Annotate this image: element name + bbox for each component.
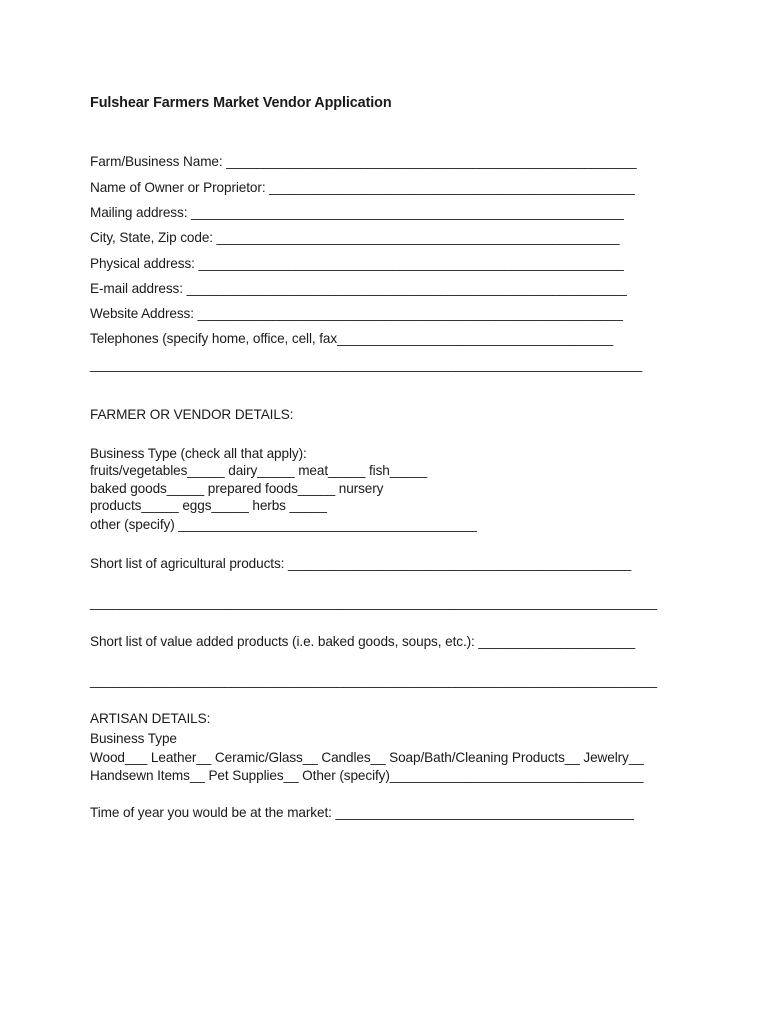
time-of-year-field[interactable]: Time of year you would be at the market: ________________________________________ [90, 805, 634, 820]
telephones-continuation-line[interactable]: __________________________________________________________________________ [90, 357, 643, 372]
value-added-products-field[interactable]: Short list of value added products (i.e. baked goods, soups, etc.): _____________________ [90, 634, 636, 649]
farmer-other-specify-field[interactable]: other (specify) ________________________________________ [90, 517, 477, 532]
farmer-options-line-2[interactable]: baked goods_____ prepared foods_____ nursery [90, 481, 384, 496]
artisan-options-line-2[interactable]: Handsewn Items__ Pet Supplies__ Other (specify)__________________________________ [90, 768, 644, 783]
artisan-heading: ARTISAN DETAILS: [90, 711, 211, 726]
artisan-options-line-1[interactable]: Wood___ Leather__ Ceramic/Glass__ Candles__ Soap/Bath/Cleaning Products__ Jewelry__ [90, 750, 644, 765]
mailing-address-field[interactable]: Mailing address: __________________________________________________________ [90, 205, 624, 220]
farmer-options-line-3[interactable]: products_____ eggs_____ herbs _____ [90, 498, 327, 513]
email-address-field[interactable]: E-mail address: ___________________________________________________________ [90, 281, 627, 296]
page-title: Fulshear Farmers Market Vendor Application [90, 95, 392, 111]
website-address-field[interactable]: Website Address: _________________________________________________________ [90, 306, 623, 321]
owner-name-field[interactable]: Name of Owner or Proprietor: _________________________________________________ [90, 180, 635, 195]
physical-address-field[interactable]: Physical address: _________________________________________________________ [90, 256, 624, 271]
farm-business-name-field[interactable]: Farm/Business Name: _______________________________________________________ [90, 154, 637, 169]
farmer-vendor-heading: FARMER OR VENDOR DETAILS: [90, 407, 294, 422]
value-added-products-continuation-line[interactable]: ____________________________________________________________________________ [90, 673, 657, 688]
farmer-options-line-1[interactable]: fruits/vegetables_____ dairy_____ meat_____ fish_____ [90, 463, 428, 478]
artisan-business-type-label: Business Type [90, 731, 177, 746]
agricultural-products-continuation-line[interactable]: ____________________________________________________________________________ [90, 595, 657, 610]
city-state-zip-field[interactable]: City, State, Zip code: ______________________________________________________ [90, 230, 620, 245]
agricultural-products-field[interactable]: Short list of agricultural products: ______________________________________________ [90, 556, 632, 571]
telephones-field[interactable]: Telephones (specify home, office, cell, fax_____________________________________ [90, 331, 614, 346]
farmer-business-type-label: Business Type (check all that apply): [90, 446, 307, 461]
